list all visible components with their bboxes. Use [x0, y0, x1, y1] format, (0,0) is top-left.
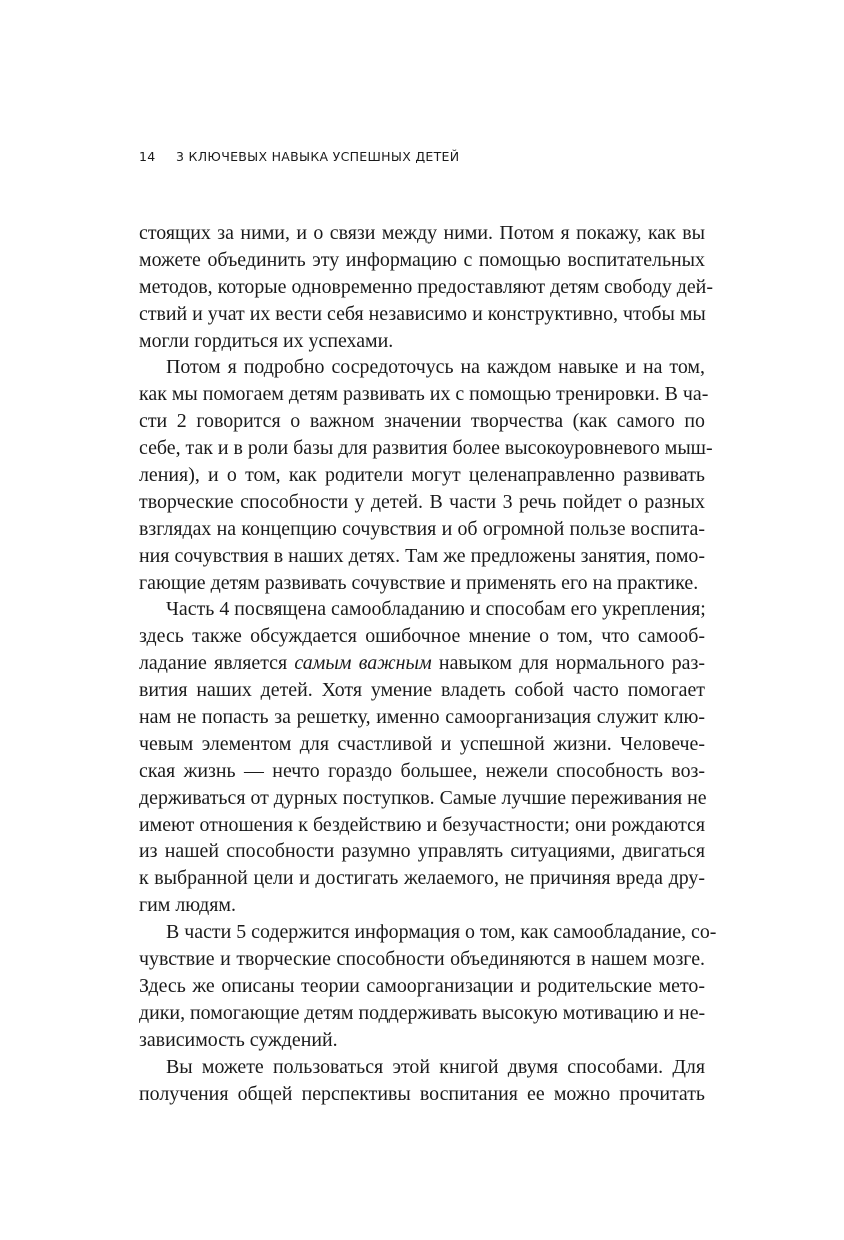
text-line: получения общей перспективы воспитания ее можно прочитать — [139, 1082, 705, 1105]
text-line — [139, 650, 705, 677]
paragraph — [139, 596, 705, 919]
text-line: зависимость суждений. — [139, 1028, 338, 1051]
text-line: Вы можете пользоваться этой книгой двумя способами. Для — [166, 1055, 705, 1078]
running-head — [139, 149, 459, 164]
text-line: В части 5 содержится информация о том, как самообладание, со- — [166, 921, 717, 944]
text-line: методов, которые одновременно предоставляют детям свободу дей- — [139, 275, 713, 298]
text-line: сти 2 говорится о важном значении творчества (как самого по — [139, 410, 705, 433]
text-line: вития наших детей. Хотя умение владеть собой часто помогает — [139, 679, 705, 702]
text-line: стоящих за ними, и о связи между ними. Потом я покажу, как вы — [139, 222, 705, 244]
text-line: гим людям. — [139, 894, 236, 917]
text-run: ладание является — [139, 652, 295, 675]
text-line: гающие детям развивать сочувствие и применять его на практике. — [139, 571, 699, 594]
text-line: себе, так и в роли базы для развития более высокоуровневого мыш- — [139, 437, 713, 460]
text-line: взглядах на концепцию сочувствия и об огромной пользе воспита- — [139, 517, 705, 540]
text-line: ствий и учат их вести себя независимо и конструктивно, чтобы мы — [139, 302, 706, 325]
text-line: творческие способности у детей. В части 3 речь пойдет о разных — [139, 490, 705, 513]
text-line: как мы помогаем детям развивать их с помощью тренировки. В ча- — [139, 383, 709, 406]
text-line: могли гордиться их успехами. — [139, 329, 394, 352]
text-line: дики, помогающие детям поддерживать высокую мотивацию и не- — [139, 1001, 706, 1024]
text-line: к выбранной цели и достигать желаемого, не причиняя вреда дру- — [139, 867, 705, 890]
paragraph — [139, 354, 713, 596]
text-line: ская жизнь — нечто гораздо большее, нежели способность воз- — [139, 759, 705, 782]
text-line: нам не попасть за решетку, именно самоорганизация служит клю- — [139, 706, 705, 729]
text-line: Часть 4 посвящена самообладанию и способам его укрепления; — [166, 598, 706, 621]
text-line: здесь также обсуждается ошибочное мнение о том, что самооб- — [139, 625, 705, 648]
text-line: можете объединить эту информацию с помощью воспитательных — [139, 248, 705, 271]
paragraph — [139, 919, 717, 1053]
text-line: имеют отношения к бездействию и безучастности; они рождаются — [139, 813, 705, 836]
running-title: 3 КЛЮЧЕВЫХ НАВЫКА УСПЕШНЫХ ДЕТЕЙ — [176, 149, 460, 164]
paragraph — [139, 220, 713, 354]
text-line: из нашей способности разумно управлять ситуациями, двигаться — [139, 840, 705, 863]
text-line: держиваться от дурных поступков. Самые лучшие переживания не — [139, 786, 707, 809]
text-line: Здесь же описаны теории самоорганизации и родительские мето- — [139, 974, 705, 997]
text-line: Потом я подробно сосредоточусь на каждом навыке и на том, — [166, 356, 705, 379]
page-number: 14 — [139, 149, 156, 164]
body-text — [139, 220, 717, 1107]
paragraph — [139, 1054, 705, 1108]
text-line: ния сочувствия в наших детях. Там же предложены занятия, помо- — [139, 544, 705, 567]
text-line: чевым элементом для счастливой и успешной жизни. Человече- — [139, 732, 705, 755]
text-run: навыком для нормального раз- — [431, 652, 705, 675]
text-line: ления), и о том, как родители могут целенаправленно развивать — [139, 464, 705, 487]
emphasis-text: самым важным — [294, 652, 432, 675]
text-line: чувствие и творческие способности объединяются в нашем мозге. — [139, 948, 705, 971]
